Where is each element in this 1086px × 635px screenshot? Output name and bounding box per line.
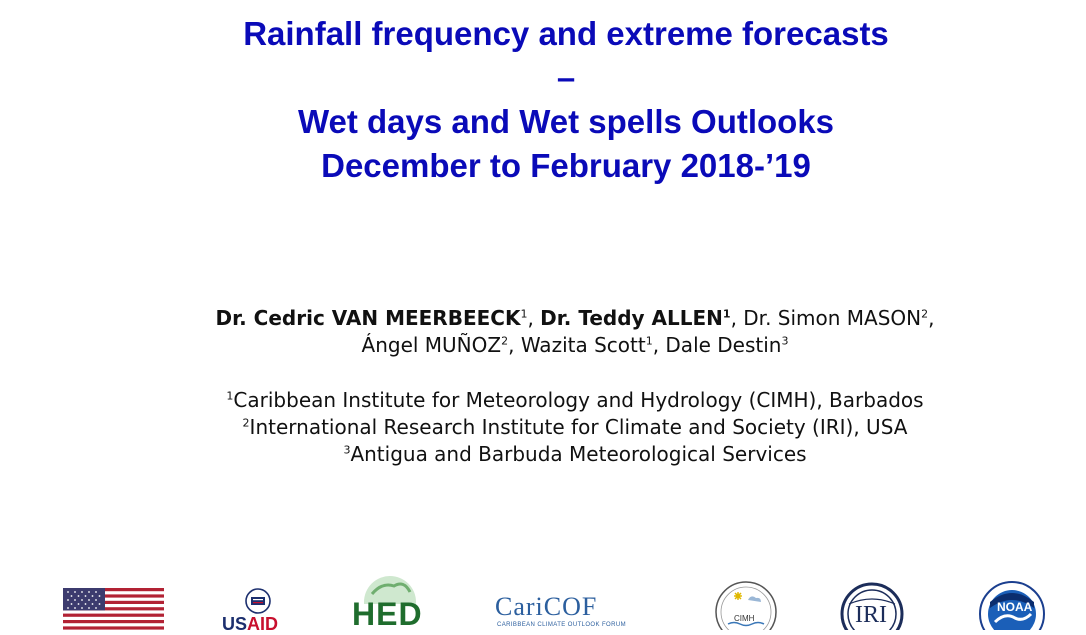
- usaid-wordmark: USAID: [222, 614, 279, 634]
- author-name: Dr. Cedric VAN MEERBEECK: [215, 306, 521, 330]
- cimh-wordmark: CIMH: [734, 614, 755, 623]
- author-name: Ángel MUÑOZ: [361, 333, 502, 357]
- author-name: Dr. Simon MASON: [743, 306, 922, 330]
- author-name: Dale Destin: [665, 333, 782, 357]
- author-affil-sup: 1: [520, 307, 528, 321]
- author-affil-sup: 2: [501, 334, 509, 348]
- affiliation-item: [0, 414, 1086, 441]
- author-affil-sup: 2: [921, 307, 929, 321]
- author-list: [0, 305, 1086, 359]
- affiliation-text: International Research Institute for Climate and Society (IRI), USA: [249, 415, 908, 439]
- noaa-wordmark: NOAA: [997, 600, 1033, 614]
- logo-strip: [0, 570, 1086, 634]
- usaid-seal-icon: [222, 588, 294, 616]
- author-name: Dr. Teddy ALLEN: [540, 306, 723, 330]
- affiliation-sup: 3: [343, 443, 351, 457]
- author-row-1: Dr. Cedric VAN MEERBEECK$^1$, Dr. Teddy ALLEN$^1$, Dr. Simon MASON$^2$,: [215, 306, 935, 330]
- hed-logo: [350, 574, 430, 630]
- affiliation-item: [0, 387, 1086, 414]
- usaid-logo: [222, 588, 294, 634]
- us-flag-logo: [63, 588, 164, 630]
- caricof-subtitle: CARIBBEAN CLIMATE OUTLOOK FORUM: [497, 622, 626, 628]
- caricof-logo: [495, 592, 629, 630]
- us-flag-icon: [63, 588, 164, 630]
- affiliation-text: Caribbean Institute for Meteorology and Hydrology (CIMH), Barbados: [233, 388, 924, 412]
- iri-wordmark: IRI: [855, 602, 887, 628]
- title-line-4: December to February 2018-’19: [321, 147, 811, 184]
- caricof-wordmark: CariCOF: [495, 592, 598, 621]
- title-line-2: –: [556, 59, 576, 96]
- title-line-1: Rainfall frequency and extreme forecasts: [243, 15, 889, 52]
- affiliation-list: [0, 387, 1086, 468]
- title-line-3: Wet days and Wet spells Outlooks: [297, 103, 835, 140]
- affiliation-sup: 1: [226, 389, 234, 403]
- hed-wordmark: HED: [352, 596, 423, 632]
- affiliation-text: Antigua and Barbuda Meteorological Services: [350, 442, 807, 466]
- author-name: Wazita Scott: [520, 333, 646, 357]
- noaa-logo: [975, 578, 1049, 630]
- cimh-logo: [710, 578, 782, 630]
- author-affil-sup: 1: [645, 334, 653, 348]
- document-title: [0, 12, 1086, 188]
- affiliation-item: [0, 441, 1086, 468]
- iri-logo: [833, 578, 911, 630]
- author-affil-sup: 3: [781, 334, 789, 348]
- affiliation-sup: 2: [242, 416, 250, 430]
- author-affil-sup: 1: [722, 307, 731, 321]
- author-row-2: Ángel MUÑOZ$^2$, Wazita Scott$^1$, Dale Destin$^3$: [361, 333, 789, 357]
